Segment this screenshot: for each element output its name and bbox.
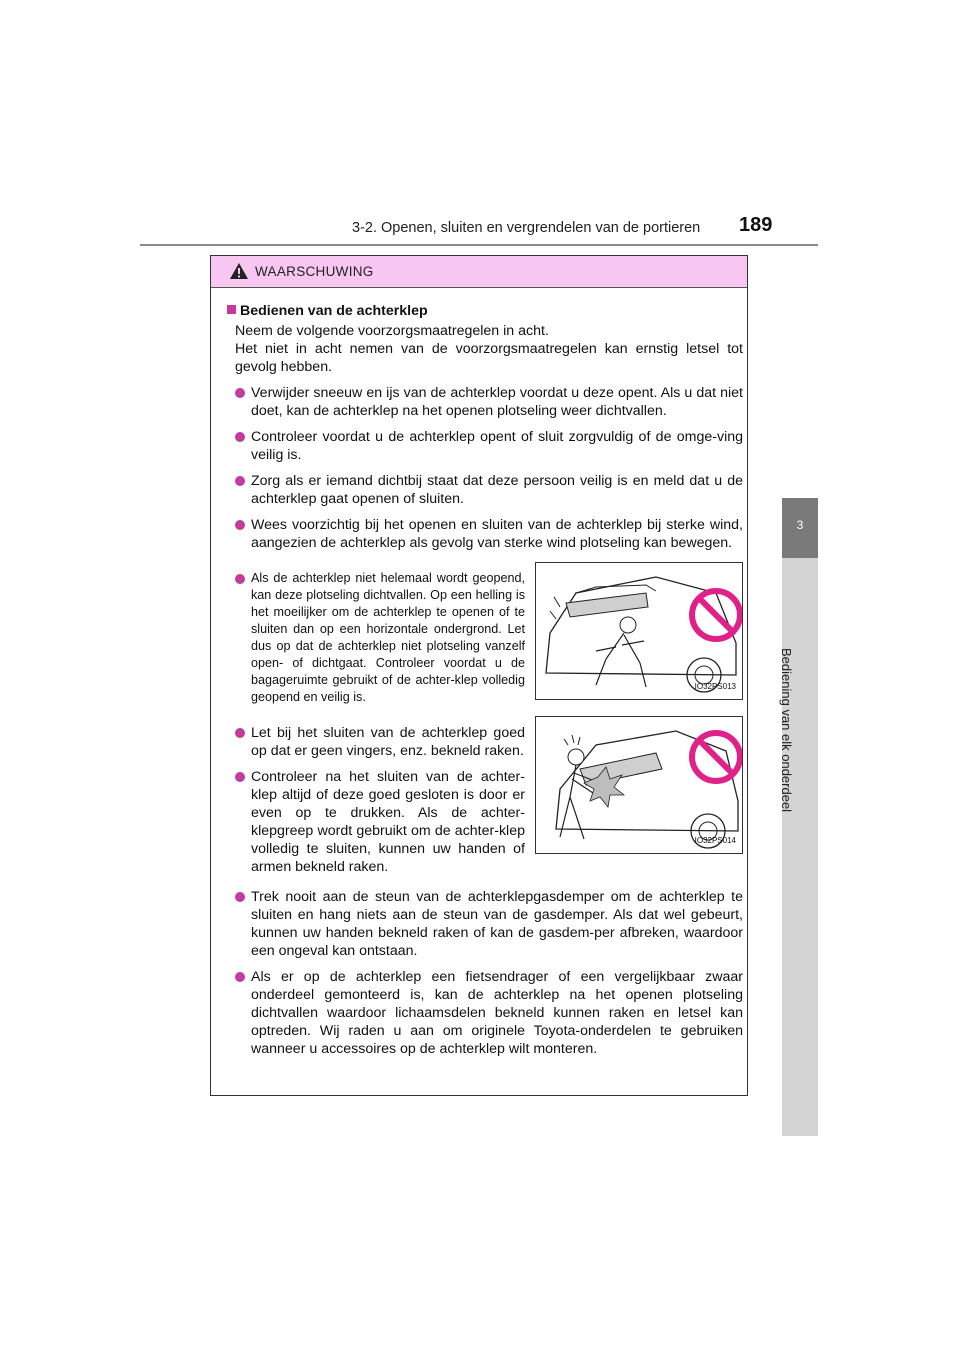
list-item: Wees voorzichtig bij het openen en sluiten van de achterklep bij sterke wind, aangezien de achterklep als gevolg van sterke wind plotseling kan bewegen.	[235, 516, 743, 552]
chapter-side-rule	[782, 558, 818, 1136]
list-item: Controleer na het sluiten van de achter-klep altijd of deze goed gesloten is door er even op te drukken. Als de achter-klepgreep wordt gebruikt om de achter-klep volledig te sluiten, kunnen uw handen of armen bekneld raken.	[235, 768, 525, 876]
bullet-icon	[235, 432, 245, 442]
bullet-icon	[235, 476, 245, 486]
intro-line-1: Neem de volgende voorzorgsmaatregelen in acht.	[235, 323, 549, 339]
figure-row-2	[227, 716, 743, 876]
illustration-tailgate-open	[535, 562, 743, 700]
bullet-icon	[235, 574, 245, 584]
bullet-icon	[235, 520, 245, 530]
bullet-icon	[235, 892, 245, 902]
header-section-title: 3-2. Openen, sluiten en vergrendelen van de portieren	[352, 220, 701, 236]
list-item: Trek nooit aan de steun van de achterklepgasdemper om de achterklep te sluiten en hang niets aan de steun van de gasdemper. Als dat wel gebeurt, kunnen uw handen bekneld raken of kan de gasdem-per afbreken, waardoor een ongeval kan ontstaan.	[235, 888, 743, 960]
warning-triangle-icon	[229, 262, 249, 280]
section-title: Bedienen van de achterklep	[227, 302, 743, 320]
page-number: 189	[739, 214, 773, 236]
bullet-icon	[235, 772, 245, 782]
bullet-icon	[235, 728, 245, 738]
list-item: Controleer voordat u de achterklep opent of sluit zorgvuldig of de omge-ving veilig is.	[235, 428, 743, 464]
bullet-icon	[235, 388, 245, 398]
header-rule	[140, 244, 818, 246]
illustration-tailgate-close	[535, 716, 743, 854]
warning-content	[227, 302, 743, 1058]
intro-line-2: Het niet in acht nemen van de voorzorgsmaatregelen kan ernstig letsel tot gevolg hebben.	[235, 341, 743, 375]
warning-title: WAARSCHUWING	[255, 264, 374, 279]
figure-row-1	[227, 562, 743, 706]
figure-2-label: IO32PS014	[694, 836, 736, 845]
list-item: Als er op de achterklep een fietsendrager of een vergelijkbaar zwaar onderdeel gemonteerd is, kan de achterklep na het openen plotseling dichtvallen waardoor lichaamsdelen bekneld kunnen raken en letsel kan optreden. Wij raden u aan om originele Toyota-onderdelen te gebruiken wanneer u accessoires op de achterklep wilt monteren.	[235, 968, 743, 1058]
list-item: Verwijder sneeuw en ijs van de achterklep voordat u deze opent. Als u dat niet doet, kan de achterklep na het openen plotseling weer dichtvallen.	[235, 384, 743, 420]
chapter-tab-number: 3	[796, 518, 804, 532]
warning-box	[210, 255, 748, 1096]
list-item: Let bij het sluiten van de achterklep goed op dat er geen vingers, enz. bekneld raken.	[235, 724, 525, 760]
figure-1-label: IO32PS013	[694, 682, 736, 691]
warning-header	[211, 256, 747, 288]
bullet-icon	[235, 972, 245, 982]
list-item: Zorg als er iemand dichtbij staat dat deze persoon veilig is en meld dat u de achterklep gaat openen of sluiten.	[235, 472, 743, 508]
chapter-side-label: Bediening van elk onderdeel	[779, 648, 794, 813]
section-square-icon	[227, 305, 236, 314]
list-item: Als de achterklep niet helemaal wordt geopend, kan deze plotseling dichtvallen. Op een helling is het moeilijker om de achterklep te openen of te sluiten dan op een horizontale ondergrond. Let dus op dat de achterklep niet plotseling vanzelf open- of dichtgaat. Controleer voordat u de bagageruimte gebruikt of de achter-klep volledig geopend en veilig is.	[235, 570, 525, 706]
